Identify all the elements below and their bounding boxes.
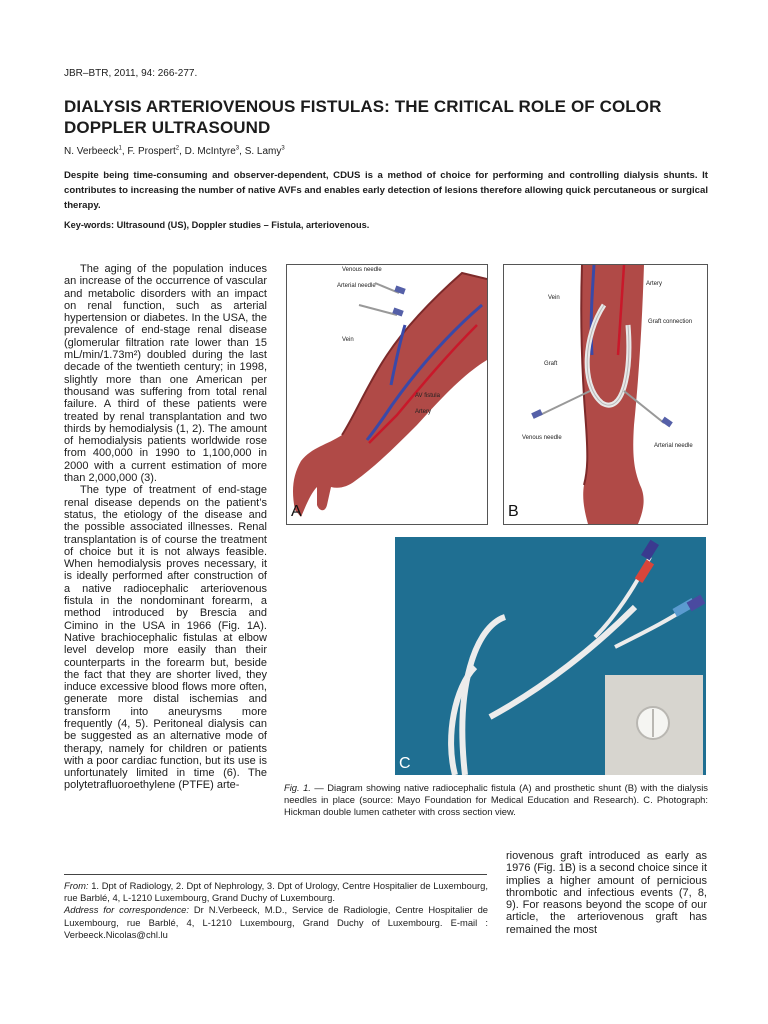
label-venous-needle: Venous needle (522, 435, 562, 441)
figure-panel-b (503, 264, 708, 525)
footnote (64, 880, 488, 941)
caption-label: Fig. 1. (284, 782, 311, 793)
caption-text: — Diagram showing native radiocephalic fistula (A) and prosthetic shunt (B) with the dialysis needles in place (source: Mayo Foundation for Medical Education and Research). C. Photograph: Hickman double lumen catheter with cross section view. (284, 782, 708, 818)
panel-letter-a: A (291, 503, 302, 520)
forearm-graft-illustration (504, 265, 707, 524)
abstract: Despite being time-consuming and observer-dependent, CDUS is a method of choice for performing and controlling dialysis shunts. It contributes to increasing the number of native AVFs and enables early detection of lesions therefore allowing quick percutaneous or surgical therapy. (64, 170, 708, 211)
label-av-fistula: AV fistula (415, 393, 440, 399)
label-artery: Artery (415, 409, 432, 415)
journal-reference: JBR–BTR, 2011, 94: 266-277. (64, 68, 198, 79)
author-1: N. Verbeeck$^1$, (64, 146, 128, 158)
label-arterial-needle: Arterial needle (654, 443, 693, 449)
body-column-right (506, 850, 707, 936)
label-graft-connection: Graft connection (648, 319, 693, 325)
label-vein: Vein (548, 295, 560, 301)
article-title: DIALYSIS ARTERIOVENOUS FISTULAS: THE CRITICAL ROLE OF COLOR DOPPLER ULTRASOUND (64, 97, 662, 137)
label-graft: Graft (544, 361, 558, 367)
author-2: F. Prospert$^2$, (127, 146, 185, 158)
panel-letter-c: C (399, 755, 411, 772)
label-venous-needle: Venous needle (342, 267, 382, 273)
body-paragraph: The aging of the population induces an increase of the occurrence of vascular and metabolic disorders with an impact on renal function, such as arterial hypertension or diabetes. In the USA, the prevalence of end-stage renal disease (glomerular filtration rate lower than 15 mL/min/1.73m²) doubled during the last decade of the twentieth century; in 1998, slightly more than one American per thousand was suffering from total renal failure. A third of these patients were treated by renal transplantation and two thirds by hemodialysis (1, 2). The amount of hemodialysis patients worldwide rose from 400,000 in 1990 to 1,100,000 in 2000 with a current estimation of more than 2,000,000 (3). (64, 263, 267, 485)
author-4: S. Lamy$^3$ (244, 146, 285, 158)
author-list (64, 146, 285, 157)
figure-caption (284, 782, 708, 819)
keywords: Key-words: Ultrasound (US), Doppler studies – Fistula, arteriovenous. (64, 220, 370, 230)
catheter-photograph (395, 537, 706, 775)
figure-panel-a (286, 264, 488, 525)
forearm-fistula-illustration (287, 265, 487, 524)
author-3: D. McIntyre$^3$, (184, 146, 245, 158)
panel-letter-b: B (508, 503, 519, 520)
label-artery: Artery (646, 281, 663, 287)
label-vein: Vein (342, 337, 354, 343)
body-column-left (64, 263, 267, 792)
body-paragraph: The type of treatment of end-stage renal disease depends on the patient’s status, the etiology of the disease and the possible associated illnesses. Renal transplantation is of course the treatment of choice but it is not always feasible. When hemodialysis proves necessary, it is ideally performed after construction of a native radiocephalic arteriovenous fistula in the nondominant forearm, a method introduced by Brescia and Cimino in the USA in 1966 (Fig. 1A). Native brachiocephalic fistulas at elbow level develop more easily than their counterparts in the forearm but, beside the fact that they are shorter lived, they induce excessive blood flows more often, generate more distal ischemias and transform into aneurysms more frequently (4, 5). Peritoneal dialysis can be suggested as an alternative mode of therapy, namely for children or patients with a poor cardiac function, but its use is unfortunately limited in time (6). The polytetrafluoroethylene (PTFE) arte- (64, 484, 267, 792)
body-paragraph: riovenous graft introduced as early as 1976 (Fig. 1B) is a second choice since it implies a higher amount of pernicious thrombotic and infectious events (7, 8, 9). For reasons beyond the scope of our article, the arteriovenous graft has remained the most (506, 850, 707, 936)
figure-panel-c (395, 537, 706, 775)
footnote-correspondence: Address for correspondence: Dr N.Verbeeck, M.D., Service de Radiologie, Centre Hospitalier de Luxembourg, rue Barblé, 4, L-1210 Luxembourg, Grand Duchy of Luxembourg. E-mail : Verbeeck.Nicolas@chl.lu (64, 904, 488, 940)
label-arterial-needle: Arterial needle (337, 283, 376, 289)
footnote-divider (64, 874, 487, 875)
footnote-affiliations: From: 1. Dpt of Radiology, 2. Dpt of Nephrology, 3. Dpt of Urology, Centre Hospitalier de Luxembourg, rue Barblé, 4, L-1210 Luxembourg, Grand Duchy of Luxembourg. (64, 880, 488, 904)
